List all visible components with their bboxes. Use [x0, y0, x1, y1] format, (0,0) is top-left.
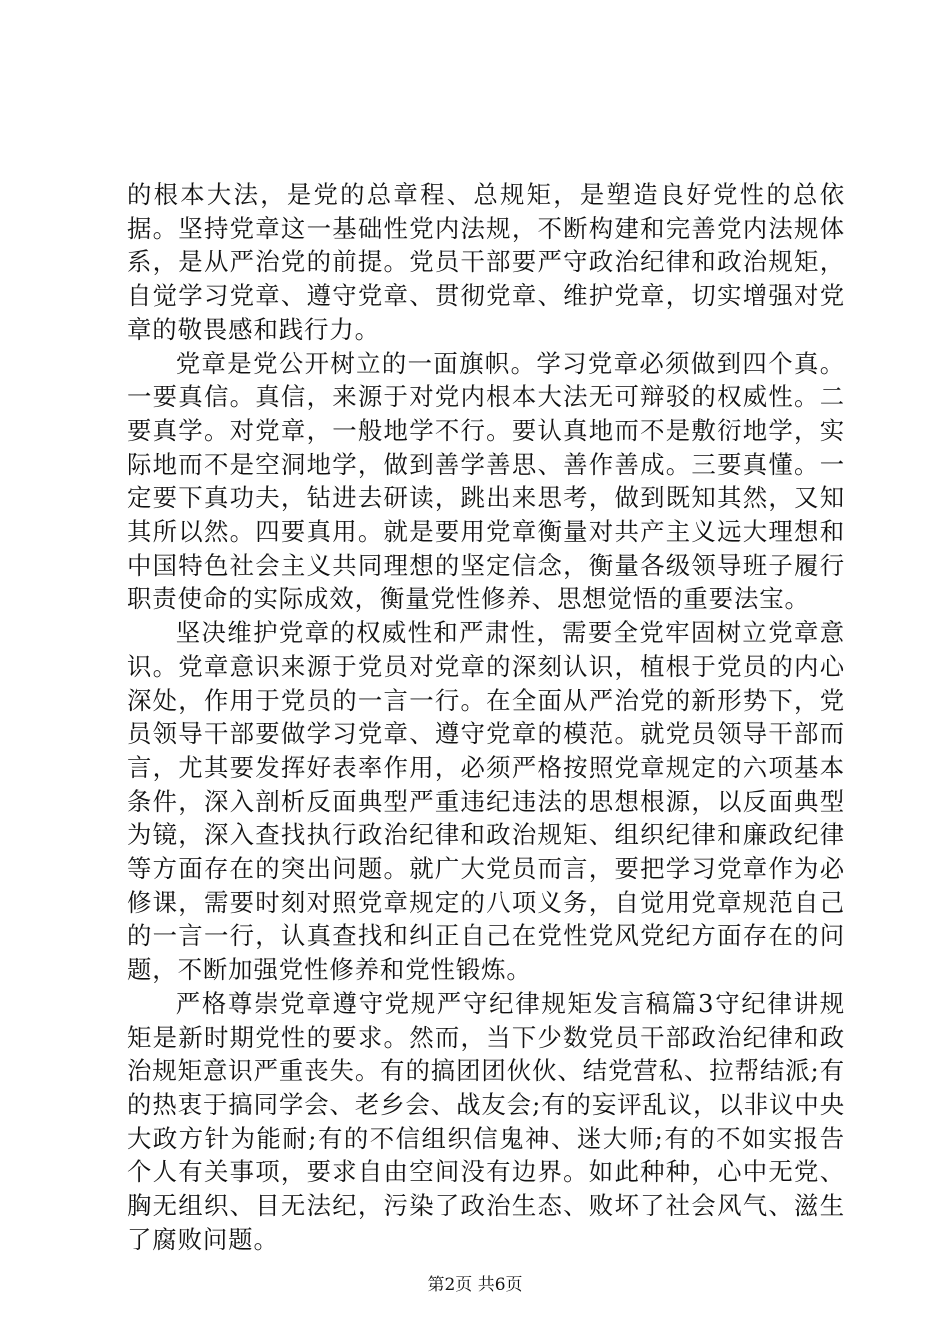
paragraph-4: 严格尊崇党章遵守党规严守纪律规矩发言稿篇3守纪律讲规矩是新时期党性的要求。然而，当下少数党员干部政治纪律和政治规矩意识严重丧失。有的搞团团伙伙、结党营私、拉帮结派;有的热衷于搞同学会、老乡会、战友会;有的妄评乱议，以非议中央大政方针为能耐;有的不信组织信鬼神、迷大师;有的不如实报告个人有关事项，要求自由空间没有边界。如此种种，心中无党、胸无组织、目无法纪，污染了政治生态、败坏了社会风气、滋生了腐败问题。: [127, 988, 845, 1254]
document-body: [127, 178, 845, 1257]
page-number-footer: 第2页 共6页: [427, 1275, 523, 1295]
paragraph-1: 的根本大法，是党的总章程、总规矩，是塑造良好党性的总依据。坚持党章这一基础性党内法规，不断构建和完善党内法规体系，是从严治党的前提。党员干部要严守政治纪律和政治规矩，自觉学习党章、遵守党章、贯彻党章、维护党章，切实增强对党章的敬畏感和践行力。: [127, 180, 845, 344]
paragraph-3: 坚决维护党章的权威性和严肃性，需要全党牢固树立党章意识。党章意识来源于党员对党章的深刻认识，植根于党员的内心深处，作用于党员的一言一行。在全面从严治党的新形势下，党员领导干部要做学习党章、遵守党章的模范。就党员领导干部而言，尤其要发挥好表率作用，必须严格按照党章规定的六项基本条件，深入剖析反面典型严重违纪违法的思想根源，以反面典型为镜，深入查找执行政治纪律和政治规矩、组织纪律和廉政纪律等方面存在的突出问题。就广大党员而言，要把学习党章作为必修课，需要时刻对照党章规定的八项义务，自觉用党章规范自己的一言一行，认真查找和纠正自己在党性党风党纪方面存在的问题，不断加强党性修养和党性锻炼。: [127, 618, 845, 985]
paragraph-2: 党章是党公开树立的一面旗帜。学习党章必须做到四个真。一要真信。真信，来源于对党内根本大法无可辩驳的权威性。二要真学。对党章，一般地学不行。要认真地而不是敷衍地学，实际地而不是空洞地学，做到善学善思、善作善成。三要真懂。一定要下真功夫，钻进去研读，跳出来思考，做到既知其然，又知其所以然。四要真用。就是要用党章衡量对共产主义远大理想和中国特色社会主义共同理想的坚定信念，衡量各级领导班子履行职责使命的实际成效，衡量党性修养、思想觉悟的重要法宝。: [127, 348, 845, 614]
